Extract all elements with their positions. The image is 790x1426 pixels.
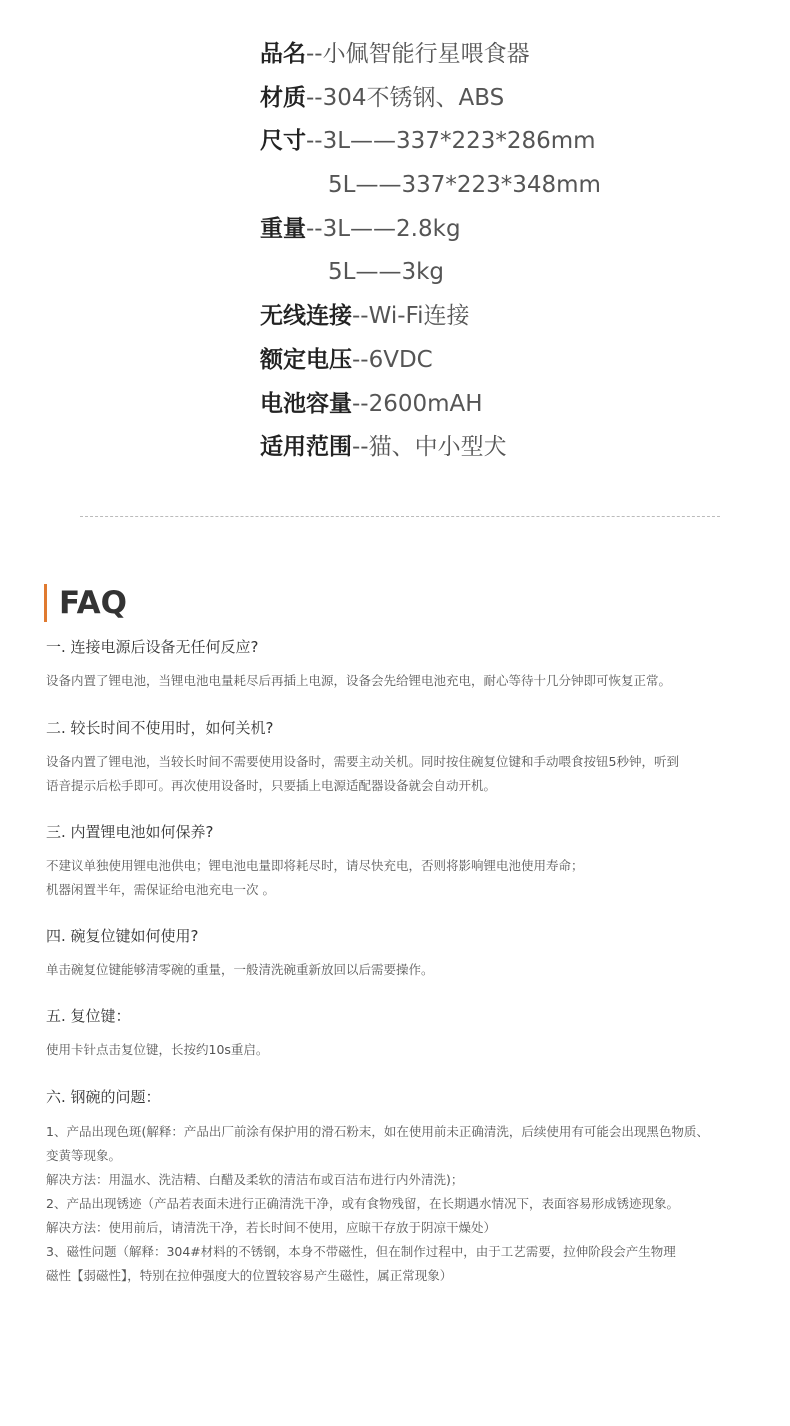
spec-row-wireless [260, 296, 601, 340]
faq-answer-line: 解决方法：用温水、洗洁精、白醋及柔软的清洁布或百洁布进行内外清洗)； [46, 1172, 464, 1187]
spec-value: --2600mAH [352, 390, 483, 417]
spec-value: --304不锈钢、ABS [306, 84, 505, 111]
faq-answer-line: 机器闲置半年，需保证给电池充电一次 。 [46, 882, 275, 897]
faq-answer-line: 2、产品出现锈迹（产品若表面未进行正确清洗干净，或有食物残留，在长期遇水情况下，表面容易形成锈迹现象。 [46, 1196, 679, 1211]
faq-answer-line: 磁性【弱磁性】，特别在拉伸强度大的位置较容易产生磁性，属正常现象） [46, 1268, 453, 1283]
faq-answer-line: 单击碗复位键能够清零碗的重量，一般清洗碗重新放回以后需要操作。 [46, 962, 434, 977]
spec-key: 重量 [260, 215, 306, 242]
faq-answer-line: 语音提示后松手即可。再次使用设备时，只要插上电源适配器设备就会自动开机。 [46, 778, 497, 793]
faq-answer-line: 变黄等现象。 [46, 1148, 122, 1163]
faq-answer-line: 不建议单独使用锂电池供电；锂电池电量即将耗尽时，请尽快充电，否则将影响锂电池使用寿命； [46, 858, 584, 873]
faq-question-2: 二. 较长时间不使用时，如何关机? [46, 719, 274, 737]
spec-row-applicable [260, 427, 601, 471]
spec-list [260, 34, 601, 471]
spec-row-voltage [260, 340, 601, 384]
spec-key: 无线连接 [260, 303, 352, 330]
spec-value: 5L——3kg [328, 259, 444, 286]
faq-answer-line: 解决方法：使用前后，请清洗干净，若长时间不使用，应晾干存放于阴凉干燥处） [46, 1220, 497, 1235]
spec-key: 电池容量 [260, 390, 352, 417]
spec-row-size-5l [260, 165, 601, 209]
spec-value: --3L——337*223*286mm [306, 128, 596, 155]
faq-heading: FAQ [44, 584, 127, 622]
faq-answer-line: 1、产品出现色斑(解释：产品出厂前涂有保护用的滑石粉末，如在使用前未正确清洗，后续使用有可能会出现黑色物质、 [46, 1124, 709, 1139]
spec-value: --小佩智能行星喂食器 [306, 41, 530, 67]
spec-row-battery [260, 384, 601, 428]
faq-answer-line: 使用卡针点击复位键，长按约10s重启。 [46, 1042, 269, 1057]
spec-value: --Wi-Fi连接 [352, 303, 470, 330]
spec-key: 材质 [260, 84, 306, 111]
faq-question-6: 六. 钢碗的问题： [46, 1088, 161, 1106]
spec-key: 品名 [260, 41, 306, 67]
spec-row-name [260, 34, 601, 78]
faq-answer-4 [46, 958, 434, 982]
spec-value: --6VDC [352, 346, 433, 373]
faq-question-5: 五. 复位键： [46, 1007, 131, 1025]
faq-answer-line: 设备内置了锂电池，当锂电池电量耗尽后再插上电源，设备会先给锂电池充电，耐心等待十几分钟即可恢复正常。 [46, 673, 672, 688]
spec-row-material [260, 78, 601, 122]
spec-key: 尺寸 [260, 128, 306, 155]
spec-key: 额定电压 [260, 346, 352, 373]
faq-question-3: 三. 内置锂电池如何保养? [46, 823, 214, 841]
faq-answer-line: 设备内置了锂电池，当较长时间不需要使用设备时，需要主动关机。同时按住碗复位键和手动喂食按钮5秒钟，听到 [46, 754, 679, 769]
spec-row-weight-5l [260, 252, 601, 296]
faq-answer-line: 3、磁性问题（解释：304#材料的不锈钢，本身不带磁性，但在制作过程中，由于工艺需要，拉伸阶段会产生物理 [46, 1244, 676, 1259]
spec-row-weight [260, 209, 601, 253]
section-divider [80, 516, 720, 517]
faq-question-1: 一. 连接电源后设备无任何反应? [46, 638, 259, 656]
faq-answer-5 [46, 1038, 268, 1062]
spec-key: 适用范围 [260, 434, 352, 461]
faq-answer-1 [46, 669, 671, 693]
spec-value: --猫、中小型犬 [352, 434, 507, 461]
faq-answer-6 [46, 1120, 709, 1288]
faq-question-4: 四. 碗复位键如何使用? [46, 927, 199, 945]
spec-value: 5L——337*223*348mm [328, 172, 601, 199]
spec-value: --3L——2.8kg [306, 215, 461, 242]
spec-row-size [260, 121, 601, 165]
faq-answer-3 [46, 854, 584, 902]
faq-answer-2 [46, 750, 679, 798]
